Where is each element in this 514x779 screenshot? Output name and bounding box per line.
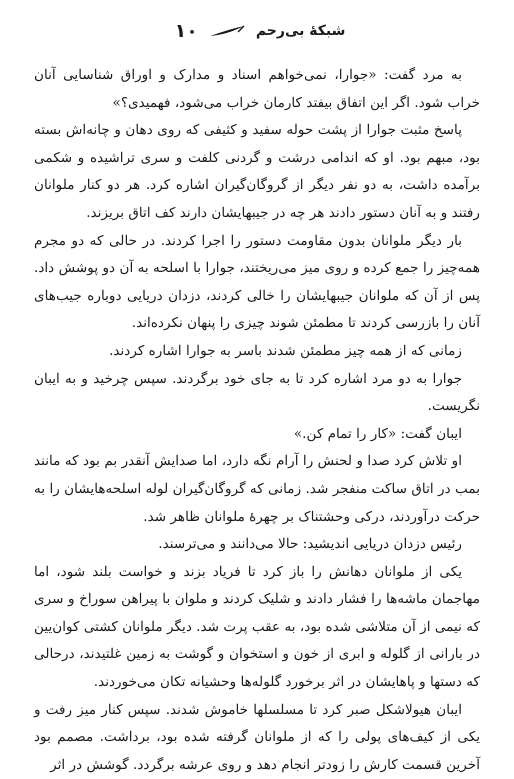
paragraph: ایبان گفت: «کار را تمام کن.» (293, 425, 462, 442)
paragraph: پاسخ مثبت جوارا از پشت حوله سفید و کثیفی که روی دهان و چانه‌اش بسته بود، مبهم بود. او که اندامی درشت و گردنی کلفت و سری تراشیده و شکمی برآمده داشت، به دو نفر دیگر از گروگان‌گیران اشاره کرد. هر دو کنار ملوانان رفتند و به آنان دستور دادند هر چه در جیبهایشان دارند کف اتاق بریزند. (34, 122, 480, 221)
paragraph: به مرد گفت: «جوارا، نمی‌خواهم اسناد و مدارک و اوراق شناسایی آنان خراب شود. اگر این اتفاق بیفتد کارمان خراب می‌شود، فهمیدی؟» (34, 67, 480, 111)
book-title: شبکهٔ بی‌رحم (255, 23, 346, 39)
paragraph: ایبان هیولاشکل صبر کرد تا مسلسلها خاموش شدند. سپس کنار میز رفت و یکی از کیف‌های پولی را که از ملوانان گرفته شده بود، برداشت. مصمم بود آخرین قسمت کارش را زودتر انجام دهد و روی عرشه برگردد. گوشش در اثر (34, 701, 480, 773)
paragraph: یکی از ملوانان دهانش را باز کرد تا فریاد بزند و خواست بلند شود، اما مهاجمان ماشه‌ها را فشار دادند و شلیک کردند و ملوان با پیراهن سوراخ و سری که نیمی از آن متلاشی شده بود، به عقب پرت شد. دیگر ملوانان کشتی کوان‌یین در بارانی از گلوله و ابری از خون و استخوان و گوشت به زمین غلتیدند، درحالی که دستها و پاهایشان در اثر برخورد گلوله‌ها وحشیانه تکان می‌خوردند. (34, 563, 480, 691)
arrow-ornament-icon (208, 23, 246, 39)
page-number: ۱۰ (174, 20, 198, 42)
page-header (120, 16, 400, 46)
paragraph: زمانی که از همه چیز مطمئن شدند باسر به جوارا اشاره کردند. (109, 342, 462, 359)
paragraph: جوارا به دو مرد اشاره کرد تا به جای خود برگردند. سپس چرخید و به ایبان نگریست. (34, 370, 480, 415)
paragraph: رئیس دزدان دریایی اندیشید: حالا می‌دانند و می‌ترسند. (158, 536, 462, 553)
paragraph: بار دیگر ملوانان بدون مقاومت دستور را اجرا کردند. در حالی که دو مجرم همه‌چیز را جمع کرده و روی میز می‌ریختند، جوارا با اسلحه به آن دو پوشش داد. پس از آن که ملوانان جیبهایشان را خالی کردند، دزدان دریایی دوباره جیب‌های آنان را بازرسی کردند تا مطمئن شوند چیزی را پنهان نکرده‌اند. (34, 232, 480, 332)
paragraph: او تلاش کرد صدا و لحنش را آرام نگه دارد، اما صدایش آنقدر بم بود که مانند بمب در اتاق ساکت منفجر شد. زمانی که گروگان‌گیران لوله اسلحه‌هایشان را به حرکت درآوردند، درکی وحشتناک بر چهرهٔ ملوانان ظاهر شد. (34, 453, 480, 525)
body-text (34, 62, 480, 779)
